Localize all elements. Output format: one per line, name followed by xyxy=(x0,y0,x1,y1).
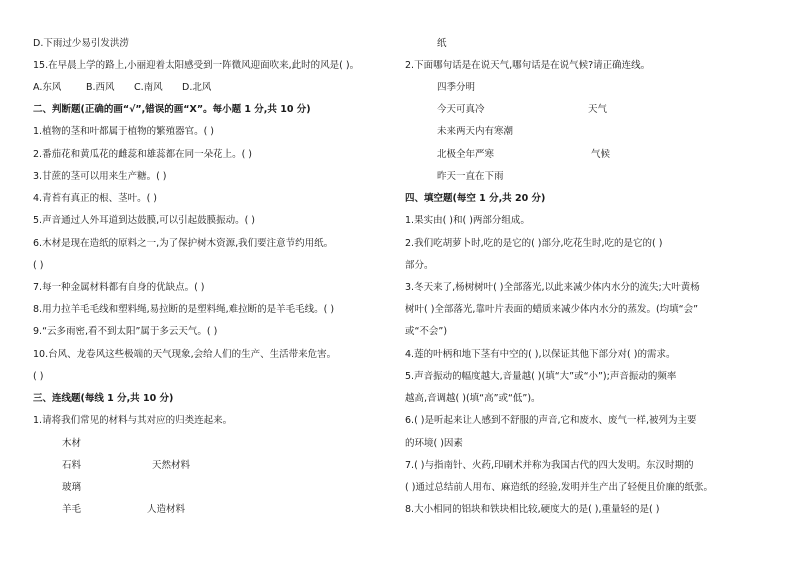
target-climate: 气候 xyxy=(591,149,611,160)
fill-item-7-cont: ( )通过总结前人用布、麻造纸的经验,发明并生产出了轻便且价廉的纸张。 xyxy=(405,482,713,493)
match-q2-intro: 2.下面哪句话是在说天气,哪句话是在说气候?请正确连线。 xyxy=(405,60,651,71)
judge-item-6: 6.木材是现在造纸的原料之一,为了保护树木资源,我们要注意节约用纸。 xyxy=(33,238,334,249)
fill-item-2: 2.我们吃胡萝卜时,吃的是它的( )部分,吃花生时,吃的是它的( ) xyxy=(405,238,663,249)
judge-item-7: 7.每一种金属材料都有自身的优缺点。( ) xyxy=(33,282,205,293)
judge-item-3: 3.甘蔗的茎可以用来生产糖。( ) xyxy=(33,171,167,182)
judge-item-8: 8.用力拉羊毛毛线和塑料绳,易拉断的是塑料绳,难拉断的是羊毛毛线。( ) xyxy=(33,304,335,315)
match-q1-intro: 1.请将我们常见的材料与其对应的归类连起来。 xyxy=(33,415,233,426)
judge-item-9: 9.“云多雨密,看不到太阳”属于多云天气。( ) xyxy=(33,326,218,337)
fill-item-3-note: 或“不会”) xyxy=(405,326,448,337)
q15-text: 15.在早晨上学的路上,小丽迎着太阳感受到一阵微风迎面吹来,此时的风是( )。 xyxy=(33,60,360,71)
judge-item-1: 1.植物的茎和叶都属于植物的繁殖器官。( ) xyxy=(33,126,214,137)
target-weather: 天气 xyxy=(588,104,608,115)
category-natural: 天然材料 xyxy=(152,460,191,471)
judge-item-4: 4.青苔有真正的根、茎叶。( ) xyxy=(33,193,157,204)
judge-item-10-paren: ( ) xyxy=(33,371,44,382)
fill-item-6: 6.( )是听起来让人感到不舒服的声音,它和废水、废气一样,被列为主要 xyxy=(405,415,697,426)
phrase-2: 今天可真冷 xyxy=(437,104,485,115)
judge-item-5: 5.声音通过人外耳道到达鼓膜,可以引起鼓膜振动。( ) xyxy=(33,215,256,226)
phrase-4: 北极全年严寒 xyxy=(437,149,495,160)
q15-option-c: C.南风 xyxy=(134,82,163,93)
fill-item-2-cont: 部分。 xyxy=(405,260,434,271)
fill-item-1: 1.果实由( )和( )两部分组成。 xyxy=(405,215,530,226)
fill-item-5: 5.声音振动的幅度越大,音量越( )(填“大”或“小”);声音振动的频率 xyxy=(405,371,677,382)
fill-item-7: 7.( )与指南针、火药,印刷术并称为我国古代的四大发明。东汉时期的 xyxy=(405,460,694,471)
section-2-title: 二、判断题(正确的画“√”,错误的画“X”。每小题 1 分,共 10 分) xyxy=(33,104,311,115)
q14-option-d: D.下雨过少易引发洪涝 xyxy=(33,38,129,49)
q15-option-a: A.东风 xyxy=(33,82,62,93)
phrase-3: 未来两天内有寒潮 xyxy=(437,126,514,137)
fill-item-8: 8.大小相同的铝块和铁块相比较,硬度大的是( ),重量轻的是( ) xyxy=(405,504,660,515)
judge-item-2: 2.番茄花和黄瓜花的雌蕊和雄蕊都在同一朵花上。( ) xyxy=(33,149,252,160)
judge-item-6-paren: ( ) xyxy=(33,260,44,271)
fill-item-5-cont: 越高,音调越( )(填“高”或“低”)。 xyxy=(405,393,541,404)
fill-item-3-cont: 树叶( )全部落光,靠叶片表面的蜡质来减少体内水分的蒸发。(均填“会” xyxy=(405,304,699,315)
fill-item-3: 3.冬天来了,杨树树叶( )全部落光,以此来减少体内水分的流失;大叶黄杨 xyxy=(405,282,700,293)
judge-item-10: 10.台风、龙卷风这些极端的天气现象,会给人们的生产、生活带来危害。 xyxy=(33,349,337,360)
fill-item-4: 4.莲的叶柄和地下茎有中空的( ),以保证其他下部分对( )的需求。 xyxy=(405,349,676,360)
material-glass: 玻璃 xyxy=(62,482,82,493)
q15-option-d: D.北风 xyxy=(182,82,212,93)
section-3-title: 三、连线题(每线 1 分,共 10 分) xyxy=(33,393,174,404)
fill-item-6-cont: 的环境( )因素 xyxy=(405,438,463,449)
material-paper: 纸 xyxy=(437,38,447,49)
q15-option-b: B.西风 xyxy=(86,82,115,93)
phrase-1: 四季分明 xyxy=(437,82,476,93)
material-wood: 木材 xyxy=(62,438,82,449)
phrase-5: 昨天一直在下雨 xyxy=(437,171,504,182)
material-wool: 羊毛 xyxy=(62,504,82,515)
material-stone: 石料 xyxy=(62,460,82,471)
section-4-title: 四、填空题(每空 1 分,共 20 分) xyxy=(405,193,546,204)
category-artificial: 人造材料 xyxy=(147,504,186,515)
